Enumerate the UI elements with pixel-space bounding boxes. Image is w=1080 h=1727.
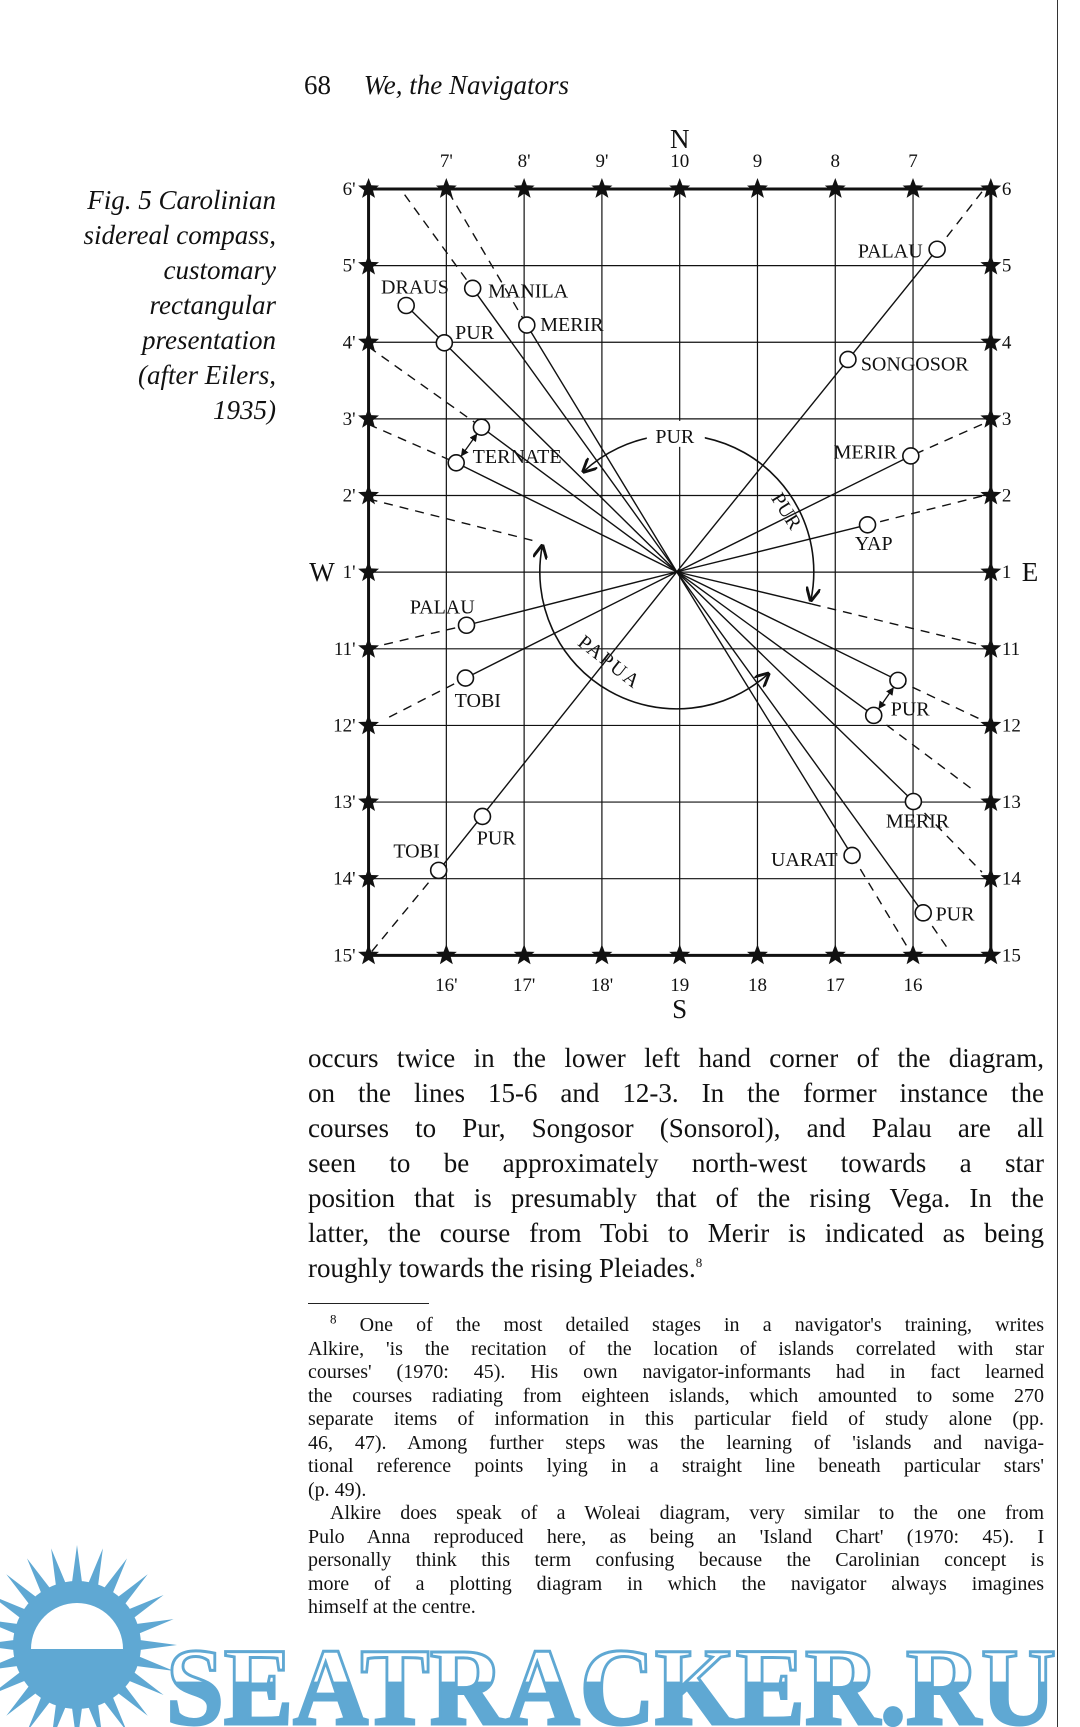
bottom-label: 16' <box>435 975 458 996</box>
course-line <box>466 572 676 625</box>
body-line: seen to be approximately north-west towards a star <box>308 1148 1044 1178</box>
caption-line: Fig. 5 Carolinian <box>87 185 276 215</box>
star-icon <box>980 944 1001 964</box>
left-label: 15' <box>333 945 356 967</box>
island-circle-icon <box>929 241 945 257</box>
left-label: 13' <box>333 792 356 814</box>
island-circle-icon <box>473 419 489 435</box>
dashed-line <box>911 424 982 456</box>
island-label: TERNATE <box>472 445 562 468</box>
body-line: on the lines 15-6 and 12-3. In the former instance the <box>308 1078 1044 1108</box>
island-label: PALAU <box>857 240 923 263</box>
right-label: 15 <box>1001 945 1021 967</box>
dashed-line <box>369 424 457 462</box>
right-label: 6 <box>1001 178 1012 200</box>
footnote-line: tional reference points lying in a straight line beneath particular stars' <box>308 1455 1044 1477</box>
top-label: 8 <box>830 151 841 172</box>
body-line: latter, the course from Tobi to Merir is indicated as being <box>308 1218 1044 1248</box>
body-line: occurs twice in the lower left hand corner of the diagram, <box>308 1043 1044 1073</box>
bottom-label: 18 <box>747 975 767 996</box>
left-label: 3' <box>342 408 356 430</box>
dashed-line <box>448 192 526 325</box>
top-label: 8' <box>517 151 531 172</box>
dashed-line <box>369 870 439 955</box>
top-label: 7' <box>439 151 453 172</box>
island-circle-icon <box>431 862 447 878</box>
course-line <box>465 572 676 678</box>
footnote-marker: 8 <box>330 1311 337 1327</box>
island-circle-icon <box>465 280 481 296</box>
island-label: MERIR <box>885 810 950 833</box>
island-circle-icon <box>915 905 931 921</box>
right-label: 12 <box>1001 715 1021 737</box>
running-title: We, the Navigators <box>363 70 569 100</box>
dashed-line <box>369 625 467 648</box>
footnote-line: the courses radiating from eighteen islands, which amounted to some 270 <box>308 1384 1044 1407</box>
body-line: courses to Pur, Songosor (Sonsorol), and Palau are all <box>308 1113 1044 1143</box>
course-lines <box>369 192 982 955</box>
island-label: MANILA <box>488 280 569 303</box>
footnote-line <box>308 1311 1045 1338</box>
left-label: 5' <box>342 255 356 277</box>
left-label: 12' <box>333 715 356 737</box>
dashed-line <box>868 496 982 525</box>
caption-line: presentation <box>142 325 276 355</box>
island-circle-icon <box>866 707 882 723</box>
footnote-line: courses' (1970: 45). His own navigator-informants had in fact learned <box>308 1361 1044 1383</box>
island-label: PALAU <box>409 596 475 619</box>
caption-line: rectangular <box>149 290 276 320</box>
dashed-line <box>852 855 912 955</box>
dashed-line <box>937 192 982 249</box>
footnote-line: personally think this term confusing because the Carolinian concept is <box>308 1549 1044 1571</box>
top-label: 7 <box>908 151 918 172</box>
island-label: DRAUS <box>381 276 449 299</box>
page-edge-line <box>1057 0 1058 1727</box>
footnote-line: Pulo Anna reproduced here, as being an 'Island Chart' (1970: 45). I <box>308 1525 1044 1548</box>
arc-label-papua: PAPUA <box>573 631 646 694</box>
bottom-label: 19 <box>670 975 690 996</box>
footnote-line-text: One of the most detailed stages in a navigator's training, writes <box>359 1314 1045 1336</box>
south-label: S <box>672 994 688 1024</box>
body-line-text: roughly towards the rising Pleiades. <box>308 1253 696 1283</box>
island-label: TOBI <box>393 840 440 863</box>
star-icon <box>669 944 690 964</box>
top-label: 9' <box>595 151 609 172</box>
footnote-line: himself at the centre. <box>308 1596 476 1618</box>
course-line <box>677 525 868 572</box>
caption-line: (after Eilers, <box>138 360 276 390</box>
star-icon <box>825 944 846 964</box>
left-label: 14' <box>333 868 356 890</box>
footnote-rule <box>308 1303 429 1304</box>
footnote-line: Alkire does speak of a Woleai diagram, very similar to the one from <box>330 1502 1044 1524</box>
right-label: 2 <box>1001 485 1012 507</box>
island-circle-icon <box>519 317 535 333</box>
island-circle-icon <box>448 455 464 471</box>
right-label: 1 <box>1001 562 1012 584</box>
footnote-ref[interactable]: 8 <box>695 1255 703 1270</box>
arc-label-pur-right: PUR <box>766 488 806 534</box>
watermark-text: SEATRACKER.RU <box>166 1626 1056 1727</box>
page-number: 68 <box>304 70 331 100</box>
left-label: 11' <box>333 638 356 660</box>
bottom-label: 16 <box>903 975 923 996</box>
bottom-label: 17' <box>512 975 536 996</box>
left-label: 1' <box>342 562 356 584</box>
north-label: N <box>669 124 690 154</box>
course-line <box>677 249 937 572</box>
islands <box>381 240 975 925</box>
body-line: position that is presumably that of the rising Vega. In the <box>308 1183 1044 1213</box>
island-circle-icon <box>436 335 452 351</box>
star-icon <box>903 944 924 964</box>
island-label: PUR <box>476 827 516 850</box>
footnote-line: Alkire, 'is the recitation of the location of islands correlated with star <box>308 1337 1044 1360</box>
island-label: PUR <box>455 321 495 344</box>
right-label: 13 <box>1001 792 1021 814</box>
island-circle-icon <box>844 847 860 863</box>
right-label: 3 <box>1001 408 1012 430</box>
island-circle-icon <box>860 517 876 533</box>
island-circle-icon <box>457 670 473 686</box>
sun-logo-icon <box>0 1545 177 1727</box>
dashed-line <box>369 499 539 542</box>
body-text <box>308 1041 1044 1286</box>
left-label: 2' <box>342 485 356 507</box>
dashed-line <box>369 347 482 427</box>
island-circle-icon <box>840 351 856 367</box>
island-label: MERIR <box>833 441 897 464</box>
star-icon <box>436 944 457 964</box>
dashed-line <box>405 195 473 289</box>
island-label: TOBI <box>454 689 501 712</box>
island-circle-icon <box>890 672 906 688</box>
top-label: 10 <box>670 151 690 172</box>
footnote-line: (p. 49). <box>308 1478 367 1501</box>
star-icon <box>591 944 612 964</box>
island-circle-icon <box>474 808 490 824</box>
star-icon <box>747 944 768 964</box>
left-label: 6' <box>342 178 356 200</box>
island-circle-icon <box>905 793 921 809</box>
watermark <box>0 1540 1080 1727</box>
top-label: 9 <box>752 151 763 172</box>
caption-line: 1935) <box>213 395 276 425</box>
course-line <box>677 572 914 802</box>
right-label: 14 <box>1001 868 1021 890</box>
footnote-line: more of a plotting diagram in which the navigator always imagines <box>308 1572 1044 1595</box>
footnote-line: 46, 47). Among further steps was the learning of 'islands and naviga- <box>308 1431 1044 1454</box>
island-label: YAP <box>854 533 893 556</box>
bottom-label: 17 <box>825 975 845 996</box>
island-circle-icon <box>458 617 474 633</box>
course-line <box>677 572 874 716</box>
bottom-label: 18' <box>590 975 614 996</box>
footnote-line: separate items of information in this particular field of study alone (pp. <box>308 1408 1044 1430</box>
dashed-line <box>812 604 982 645</box>
island-label: PUR <box>890 698 930 721</box>
island-label: SONGOSOR <box>860 353 969 376</box>
caption-line: customary <box>163 255 276 285</box>
body-line <box>308 1251 1044 1286</box>
east-label: E <box>1021 557 1039 588</box>
island-circle-icon <box>903 448 919 464</box>
right-label: 5 <box>1001 255 1012 277</box>
left-label: 4' <box>342 332 356 354</box>
arc-label-pur-top: PUR <box>655 425 695 448</box>
island-label: UARAT <box>770 848 838 871</box>
right-label: 4 <box>1001 332 1012 354</box>
west-label: W <box>309 557 335 588</box>
star-icon <box>514 944 535 964</box>
right-label: 11 <box>1001 638 1021 660</box>
caption-line: sidereal compass, <box>83 220 276 250</box>
island-label: MERIR <box>540 313 604 336</box>
island-circle-icon <box>398 298 414 314</box>
island-label: PUR <box>935 903 975 926</box>
